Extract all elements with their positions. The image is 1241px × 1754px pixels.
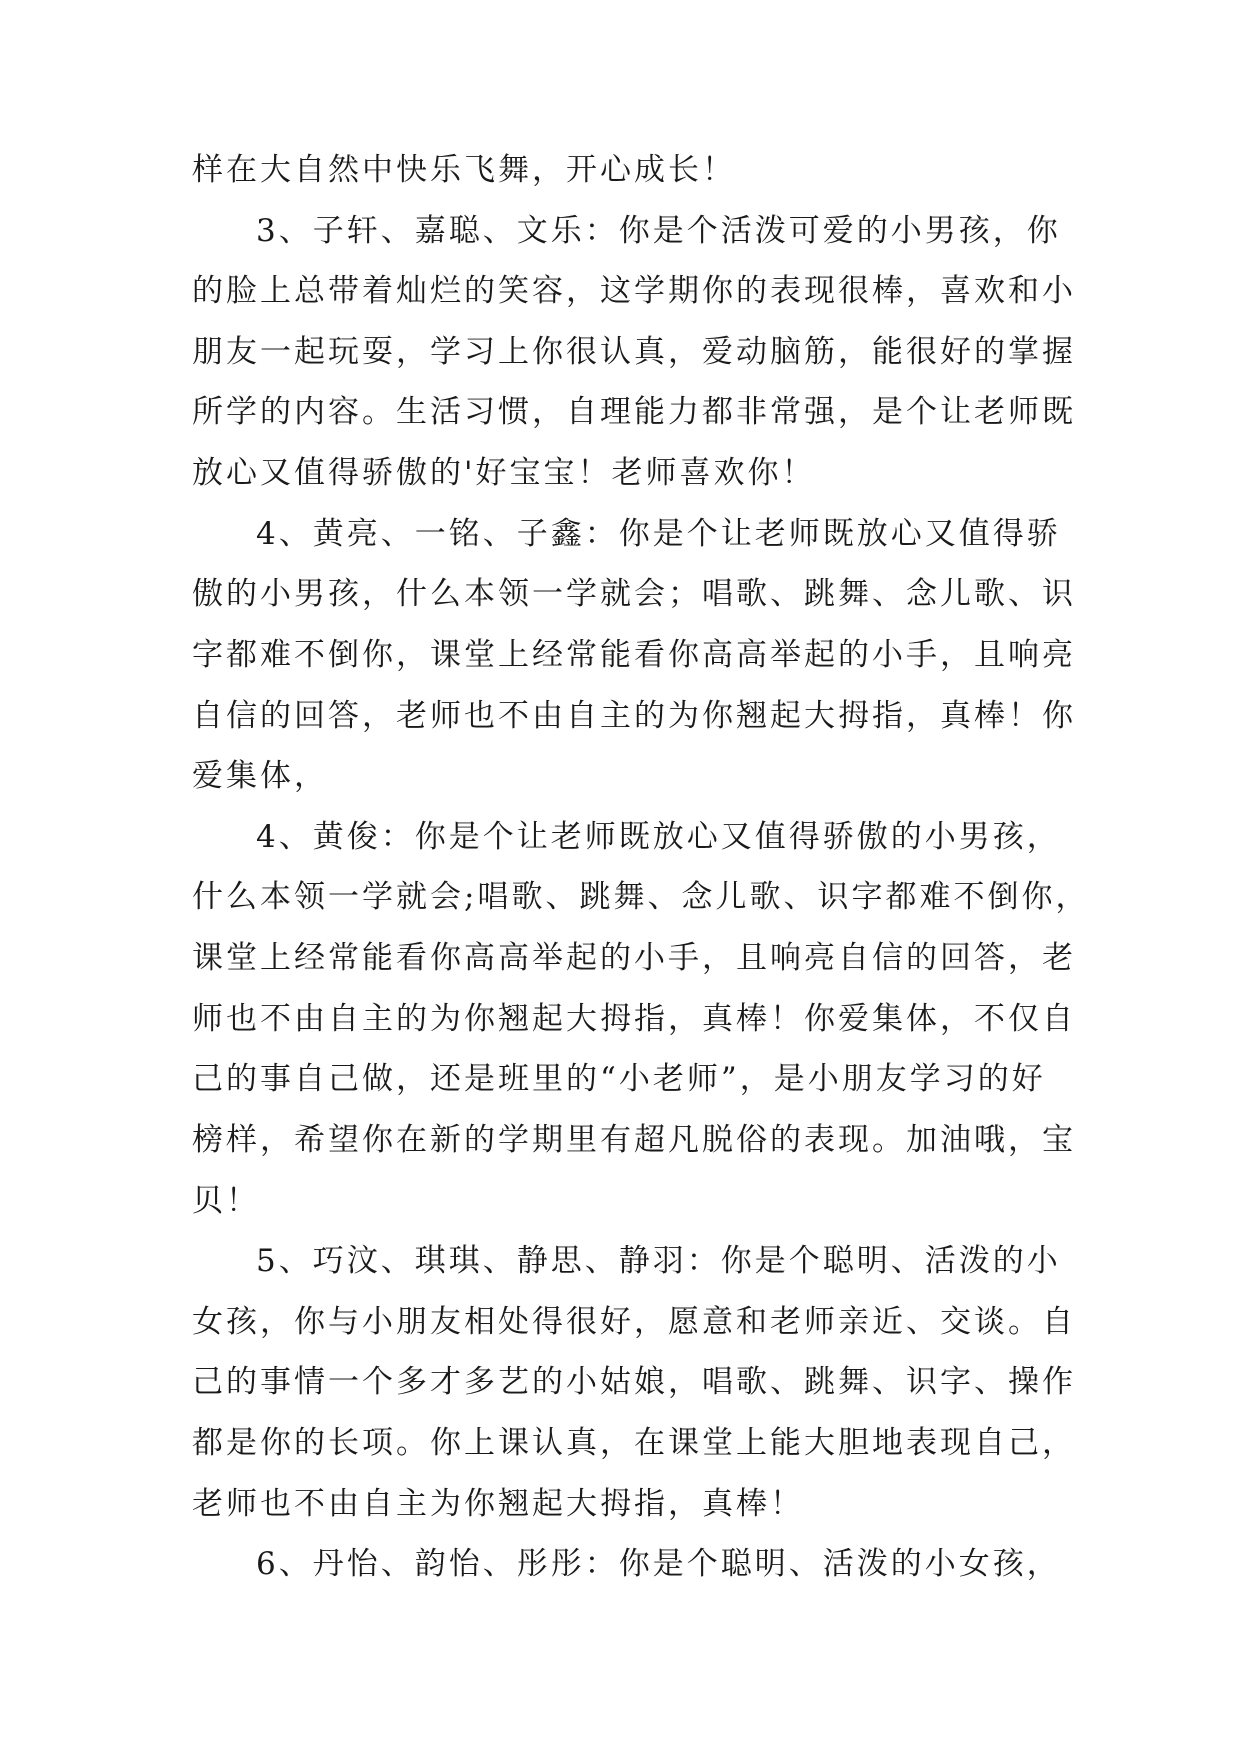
text-line: 榜样，希望你在新的学期里有超凡脱俗的表现。加油哦，宝 <box>192 1122 1076 1158</box>
text-line: 放心又值得骄傲的'好宝宝！老师喜欢你！ <box>192 455 816 491</box>
text-line: 的脸上总带着灿烂的笑容，这学期你的表现很棒，喜欢和小 <box>192 273 1076 309</box>
text-line: 什么本领一学就会;唱歌、跳舞、念儿歌、识字都难不倒你， <box>192 879 1090 915</box>
text-line: 样在大自然中快乐飞舞，开心成长！ <box>192 152 736 188</box>
text-line: 傲的小男孩，什么本领一学就会；唱歌、跳舞、念儿歌、识 <box>192 576 1076 612</box>
text-line: 字都难不倒你，课堂上经常能看你高高举起的小手，且响亮 <box>192 637 1076 673</box>
paragraph-6-line: 6、丹怡、韵怡、彤彤：你是个聪明、活泼的小女孩， <box>256 1546 1061 1582</box>
text-line: 爱集体， <box>192 758 328 794</box>
text-line: 自信的回答，老师也不由自主的为你翘起大拇指，真棒！你 <box>192 698 1076 734</box>
text-line: 贝！ <box>192 1183 260 1219</box>
text-line: 所学的内容。生活习惯，自理能力都非常强，是个让老师既 <box>192 394 1076 430</box>
text-line: 老师也不由自主为你翘起大拇指，真棒！ <box>192 1486 804 1522</box>
text-line: 己的事自己做，还是班里的“小老师”，是小朋友学习的好 <box>192 1061 1046 1097</box>
text-line: 师也不由自主的为你翘起大拇指，真棒！你爱集体，不仅自 <box>192 1001 1076 1037</box>
paragraph-5-line: 5、巧汶、琪琪、静思、静羽：你是个聪明、活泼的小 <box>256 1243 1061 1279</box>
text-line: 女孩，你与小朋友相处得很好，愿意和老师亲近、交谈。自 <box>192 1304 1076 1340</box>
paragraph-3-line: 3、子轩、嘉聪、文乐：你是个活泼可爱的小男孩，你 <box>256 213 1061 249</box>
text-line: 课堂上经常能看你高高举起的小手，且响亮自信的回答，老 <box>192 940 1076 976</box>
text-line: 都是你的长项。你上课认真，在课堂上能大胆地表现自己， <box>192 1425 1076 1461</box>
paragraph-4b-line: 4、黄俊：你是个让老师既放心又值得骄傲的小男孩， <box>256 819 1061 855</box>
text-line: 己的事情一个多才多艺的小姑娘，唱歌、跳舞、识字、操作 <box>192 1364 1076 1400</box>
text-line: 朋友一起玩耍，学习上你很认真，爱动脑筋，能很好的掌握 <box>192 334 1076 370</box>
paragraph-4a-line: 4、黄亮、一铭、子鑫：你是个让老师既放心又值得骄 <box>256 516 1061 552</box>
